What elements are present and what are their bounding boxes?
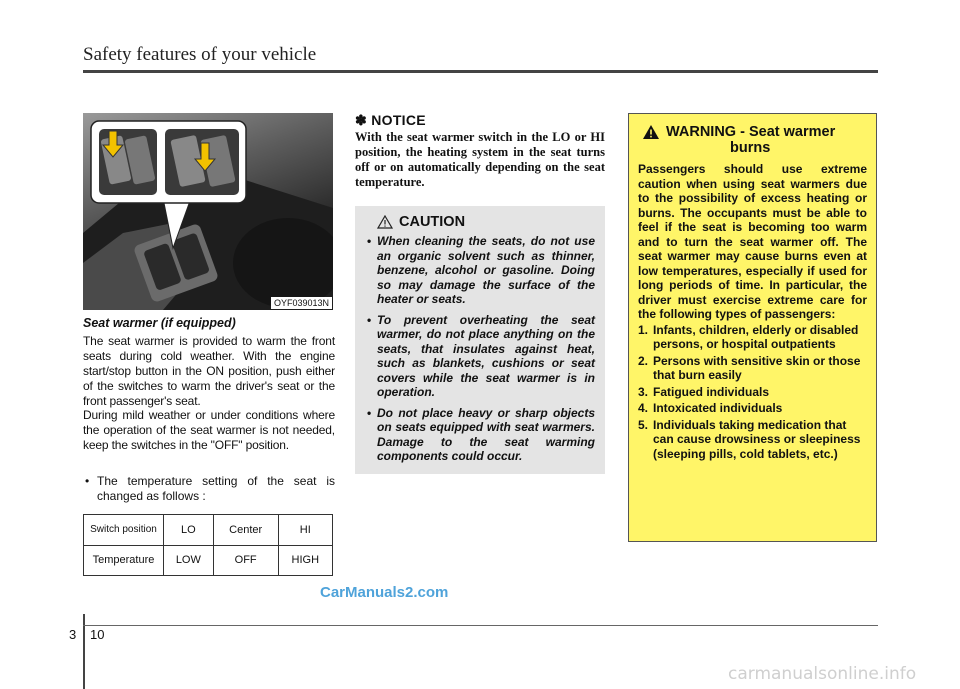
list-item — [638, 323, 867, 352]
caution-header — [377, 214, 595, 230]
warning-title-line2: burns — [730, 140, 771, 156]
paragraph-1: The seat warmer is provided to warm the front seats during cold weather. With the engine start/stop button in the ON position, push either of the switches to warm the driver's seat or the front passenger's seat. — [83, 334, 335, 408]
caution-item: • When cleaning the seats, do not use an organic solvent such as thinner, benzene, alcohol or gasoline. Doing so may damage the surface of the heater or seats. — [367, 234, 595, 306]
list-item-text: Infants, children, elderly or disabled persons, or hospital outpatients — [653, 322, 859, 351]
table-cell: OFF — [213, 545, 278, 576]
list-item — [638, 354, 867, 383]
page-number: 10 — [90, 627, 105, 642]
list-item — [638, 418, 867, 462]
list-item-number: 1. — [638, 322, 649, 337]
warning-title — [666, 124, 835, 156]
seat-warmer-photo — [83, 113, 333, 310]
footer-site-watermark: carmanualsonline.info — [728, 664, 917, 684]
table-row — [84, 515, 333, 546]
warning-title-line1: WARNING - Seat warmer — [666, 124, 836, 140]
warning-header — [642, 124, 867, 156]
header-rule — [83, 70, 878, 73]
caution-item-text: Do not place heavy or sharp objects on seats equipped with seat warmers. Damage to the seat warming components could occur. — [377, 405, 595, 463]
bullet-text: The temperature setting of the seat is changed as follows : — [97, 474, 335, 503]
footer-horizontal-rule — [83, 625, 878, 626]
caution-item: • Do not place heavy or sharp objects on seats equipped with seat warmers. Damage to the seat warming components could occur. — [367, 405, 595, 463]
table-cell: Center — [213, 515, 278, 546]
section-title: Seat warmer (if equipped) — [83, 316, 236, 330]
table-cell: Switch position — [84, 515, 164, 546]
caution-item: • To prevent overheating the seat warmer, do not place anything on the seats, that insulates against heat, such as blankets, cushions or seat covers while the seat warmer is in operation. — [367, 312, 595, 399]
table-cell: Temperature — [84, 545, 164, 576]
list-item-number: 2. — [638, 353, 649, 368]
list-item-number: 5. — [638, 417, 649, 432]
watermark-link[interactable]: CarManuals2.com — [320, 584, 449, 601]
list-item-text: Persons with sensitive skin or those that burn easily — [653, 353, 861, 382]
table-cell: LOW — [164, 545, 214, 576]
caution-item-text: To prevent overheating the seat warmer, do not place anything on the seats, that insulates against heat, such as blankets, cushions or seat covers while the seat warmer is in operation. — [377, 312, 595, 399]
seat-warmer-illustration — [83, 113, 333, 310]
warning-box — [628, 113, 877, 542]
bullet-dot: • — [85, 474, 90, 488]
warning-body: Passengers should use extreme caution when using seat warmers due to the possibility of excess heating or burns. The occupants must be able to feel if the seat is becoming too warm and to turn the seat warmer off. The seat warmer may cause burns even at low temperatures, especially if used for long periods of time. In particular, the driver must exercise extreme care for the following types of passengers: — [638, 162, 867, 321]
page-header-title: Safety features of your vehicle — [83, 44, 317, 65]
list-item-text: Individuals taking medication that can cause drowsiness or sleepiness (sleeping pills, cold tablets, etc.) — [653, 417, 861, 461]
list-item-text: Fatigued individuals — [653, 384, 770, 399]
temperature-bullet — [83, 474, 335, 504]
list-item — [638, 385, 867, 400]
paragraph-2: During mild weather or under conditions where the operation of the seat warmer is not needed, keep the switches in the "OFF" position. — [83, 408, 335, 452]
caution-triangle-icon — [377, 215, 393, 229]
list-item — [638, 401, 867, 416]
table-cell: HIGH — [278, 545, 332, 576]
warning-list — [638, 323, 867, 462]
warning-triangle-icon — [642, 124, 660, 140]
list-item-number: 3. — [638, 384, 649, 399]
photo-code: OYF039013N — [271, 297, 332, 309]
table-cell: HI — [278, 515, 332, 546]
notice-title: ✽ NOTICE — [355, 112, 426, 128]
table-cell: LO — [164, 515, 214, 546]
table-row — [84, 545, 333, 576]
caution-title: CAUTION — [399, 214, 466, 230]
caution-item-text: When cleaning the seats, do not use an organic solvent such as thinner, benzene, alcohol or gasoline. Doing so may damage the surface of the heater or seats. — [377, 234, 595, 306]
list-item-number: 4. — [638, 401, 649, 415]
list-item-text: Intoxicated individuals — [653, 401, 783, 415]
chapter-number: 3 — [69, 627, 77, 642]
notice-text: With the seat warmer switch in the LO or HI position, the heating system in the seat turns off or on automatically depending on the seat temperature. — [355, 130, 605, 189]
temperature-table — [83, 514, 333, 576]
caution-box — [355, 206, 605, 474]
